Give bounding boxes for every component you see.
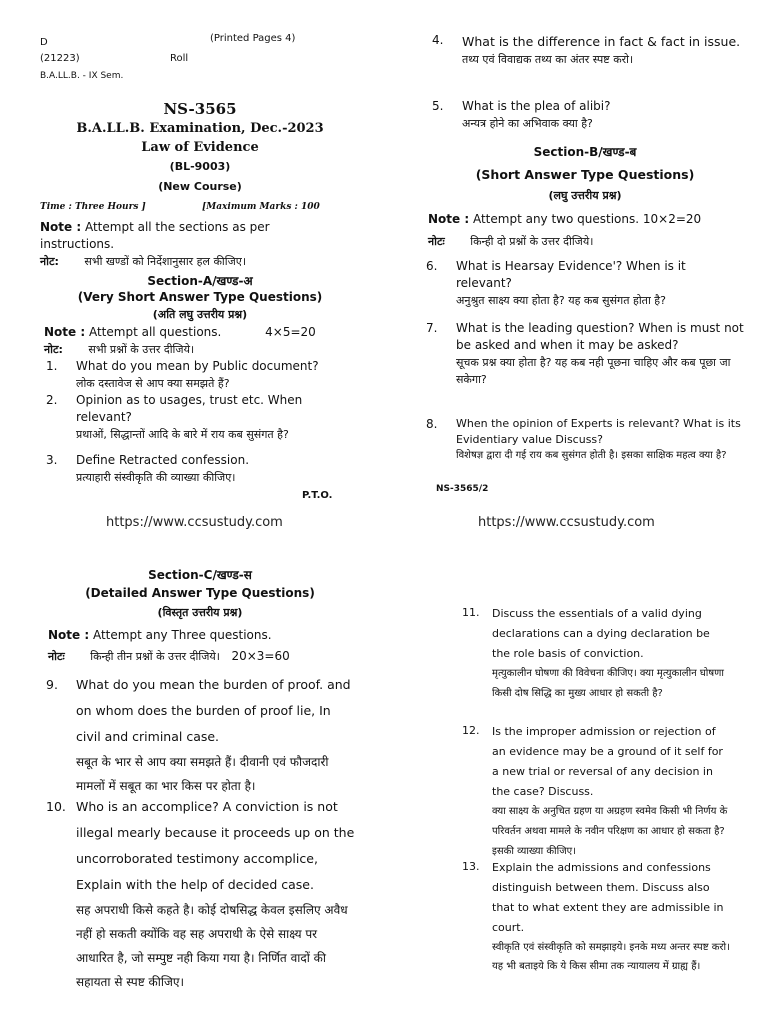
- question-3: [46, 452, 346, 486]
- section-b-note-hi-text: किन्ही दो प्रश्नों के उत्तर दीजिये।: [470, 235, 594, 248]
- question-text-hi: क्या साक्ष्य के अनुचित ग्रहण या अग्रहण स्वमेव किसी भी निर्णय के परिवर्तन अथवा मामले के नवीन परिक्षण का आधार हो सकता है? इसकी व्याख्या कीजिए।: [492, 806, 728, 857]
- question-text-hi: विशेषज्ञ द्वारा दी गई राय कब सुसंगत होती है। इसका साक्षिक महत्व क्या है?: [456, 450, 727, 461]
- question-number: 12.: [462, 724, 480, 737]
- course-type: (New Course): [158, 180, 242, 193]
- question-text-hi: अन्यत्र होने का अभिवाक क्या है?: [462, 117, 593, 130]
- section-a-subtitle: (Very Short Answer Type Questions): [77, 290, 323, 304]
- section-c-note-text: Attempt any Three questions.: [92, 628, 272, 642]
- section-a-note: [44, 324, 316, 341]
- question-number: 11.: [462, 606, 480, 619]
- question-text-en: Discuss the essentials of a valid dying declarations can a dying declaration be the role basis of conviction.: [492, 607, 710, 660]
- roll-label: Roll: [170, 53, 189, 64]
- section-b-subtitle: (Short Answer Type Questions): [475, 167, 695, 182]
- question-text-hi: प्रथाओं, सिद्धान्तों आदि के बारे में राय कब सुसंगत है?: [76, 428, 289, 441]
- section-a-subtitle-hindi: (अति लघु उत्तरीय प्रश्न): [152, 308, 248, 321]
- section-b-note-hindi: [428, 233, 593, 250]
- section-a-note-hi-label: नोट:: [44, 343, 63, 356]
- general-note-hindi: [40, 253, 246, 270]
- note-hi-text: सभी खण्डों को निर्देशानुसार हल कीजिए।: [84, 255, 247, 268]
- time-label: Time : Three Hours ]: [40, 202, 146, 212]
- question-text-en: Opinion as to usages, trust etc. When relevant?: [76, 393, 303, 424]
- question-text-en: What do you mean by Public document?: [76, 359, 319, 373]
- general-note: [40, 219, 340, 253]
- subject-code: (BL-9003): [169, 160, 231, 173]
- printed-pages: (Printed Pages 4): [210, 33, 296, 44]
- question-text-hi: प्रत्याहारी संस्वीकृति की व्याख्या कीजिए।: [76, 471, 236, 484]
- question-text-en: What do you mean the burden of proof. and on whom does the burden of proof lie, In civil and criminal case.: [76, 677, 351, 744]
- question-text-en: Define Retracted confession.: [76, 453, 250, 467]
- section-c-note: [48, 627, 272, 644]
- question-number: 2.: [46, 393, 58, 407]
- question-13: [462, 858, 730, 976]
- question-text-en: Explain the admissions and confessions distinguish between them. Discuss also that to what extent they are admissible in court.: [492, 861, 724, 934]
- question-text-en: What is the leading question? When is must not be asked and when it may be asked?: [456, 321, 744, 352]
- section-a-note-label: Note :: [44, 325, 86, 339]
- note-hi-label: नोट:: [40, 255, 59, 268]
- page-footer-code: NS-3565/2: [436, 484, 489, 494]
- pto-label: P.T.O.: [302, 490, 333, 501]
- question-text-en: When the opinion of Experts is relevant? What is its Evidentiary value Discuss?: [456, 417, 741, 446]
- question-text-en: What is the plea of alibi?: [462, 99, 611, 113]
- note-text: Attempt all the sections as per instructions.: [40, 220, 270, 251]
- question-6: [426, 258, 744, 309]
- question-number: 10.: [46, 799, 66, 814]
- section-b-note-hi-label: नोटः: [428, 235, 445, 248]
- question-1: [46, 358, 346, 392]
- question-9: [46, 672, 356, 798]
- paper-code: D: [40, 37, 48, 48]
- question-5: [432, 98, 744, 132]
- question-text-en: What is Hearsay Evidence'? When is it relevant?: [456, 259, 686, 290]
- max-marks-label: [Maximum Marks : 100: [202, 202, 320, 212]
- section-b-note-text: Attempt any two questions.: [472, 212, 640, 226]
- section-c-note-hi-label: नोटः: [48, 650, 65, 663]
- source-url[interactable]: https://www.ccsustudy.com: [478, 515, 655, 530]
- question-11: [462, 604, 730, 704]
- question-text-hi: अनुश्रुत साक्ष्य क्या होता है? यह कब सुसंगत होता है?: [456, 294, 666, 307]
- question-number: 6.: [426, 259, 438, 273]
- question-7: [426, 320, 744, 388]
- question-number: 1.: [46, 359, 58, 373]
- source-url[interactable]: https://www.ccsustudy.com: [106, 515, 283, 530]
- question-text-hi: स्वीकृति एवं संस्वीकृति को समझाइये। इनके मध्य अन्तर स्पष्ट करो। यह भी बताइये कि ये किस सीमा तक न्यायालय में ग्राह्य हैं।: [492, 942, 730, 972]
- question-number: 13.: [462, 860, 480, 873]
- section-a-note-text: Attempt all questions.: [88, 325, 222, 339]
- section-b-marks: 10×2=20: [642, 212, 702, 226]
- question-4: [432, 32, 744, 68]
- section-c-note-label: Note :: [48, 628, 90, 642]
- paper-number: NS-3565: [163, 100, 237, 118]
- section-c-title: Section-C/खण्ड-स: [148, 568, 252, 582]
- question-2: [46, 392, 346, 443]
- question-10: [46, 794, 356, 994]
- section-b-note: [428, 211, 701, 228]
- section-c-note-hi-text: किन्ही तीन प्रश्नों के उत्तर दीजिये।: [90, 650, 220, 663]
- question-text-en: What is the difference in fact & fact in issue.: [462, 34, 741, 49]
- section-a-note-hi-text: सभी प्रश्नों के उत्तर दीजिये।: [88, 343, 195, 356]
- section-c-note-hindi: [48, 648, 290, 665]
- question-text-en: Is the improper admission or rejection of an evidence may be a ground of it self for a new trial or reversal of any decision in the case? Discuss.: [492, 725, 723, 798]
- subject-title: Law of Evidence: [141, 140, 259, 155]
- section-c-subtitle-hindi: (विस्तृत उत्तरीय प्रश्न): [157, 606, 243, 619]
- section-c-subtitle: (Detailed Answer Type Questions): [85, 586, 315, 600]
- section-c-marks: 20×3=60: [231, 649, 290, 663]
- section-b-subtitle-hindi: (लघु उत्तरीय प्रश्न): [548, 189, 622, 202]
- question-number: 9.: [46, 677, 58, 692]
- question-number: 4.: [432, 33, 444, 47]
- section-b-note-label: Note :: [428, 212, 470, 226]
- question-text-hi: सूचक प्रश्न क्या होता है? यह कब नही पूछना चाहिए और कब पूछा जा सकेगा?: [456, 356, 731, 386]
- note-label: Note :: [40, 220, 82, 234]
- section-a-marks: 4×5=20: [265, 325, 316, 339]
- question-text-hi: सबूत के भार से आप क्या समझते हैं। दीवानी एवं फौजदारी मामलों में सबूत का भार किस पर होता है।: [76, 755, 329, 793]
- question-number: 3.: [46, 453, 58, 467]
- section-a-note-hindi: [44, 341, 194, 358]
- section-a-title: Section-A/खण्ड-अ: [147, 274, 253, 288]
- question-number: 8.: [426, 417, 438, 431]
- question-number: 5.: [432, 99, 444, 113]
- question-text-hi: सह अपराधी किसे कहते है। कोई दोषसिद्ध केवल इसलिए अवैध नहीं हो सकती क्योंकि वह सह अपराधी के ऐसे साक्ष्य पर आधारित है, जो सम्पुष्ट नही किया गया है। निर्णित वादों की सहायता से स्पष्ट कीजिए।: [76, 903, 348, 989]
- exam-id: (21223): [40, 53, 80, 64]
- question-8: [426, 416, 744, 463]
- question-text-hi: लोक दस्तावेज से आप क्या समझते हैं?: [76, 377, 230, 390]
- question-text-en: Who is an accomplice? A conviction is not illegal mearly because it proceeds up on the uncorroborated testimony accomplice, Explain with the help of decided case.: [76, 799, 355, 892]
- question-text-hi: तथ्य एवं विवाद्यक तथ्य का अंतर स्पष्ट करो।: [462, 53, 634, 66]
- exam-title: B.A.LL.B. Examination, Dec.-2023: [76, 121, 324, 136]
- section-b-title: Section-B/खण्ड-ब: [533, 145, 637, 159]
- course-label: B.A.LL.B. - IX Sem.: [40, 71, 124, 81]
- question-12: [462, 722, 730, 862]
- question-number: 7.: [426, 321, 438, 335]
- question-text-hi: मृत्युकालीन घोषणा की विवेचना कीजिए। क्या मृत्युकालीन घोषणा किसी दोष सिद्धि का मुख्य आधार हो सकती है?: [492, 668, 725, 699]
